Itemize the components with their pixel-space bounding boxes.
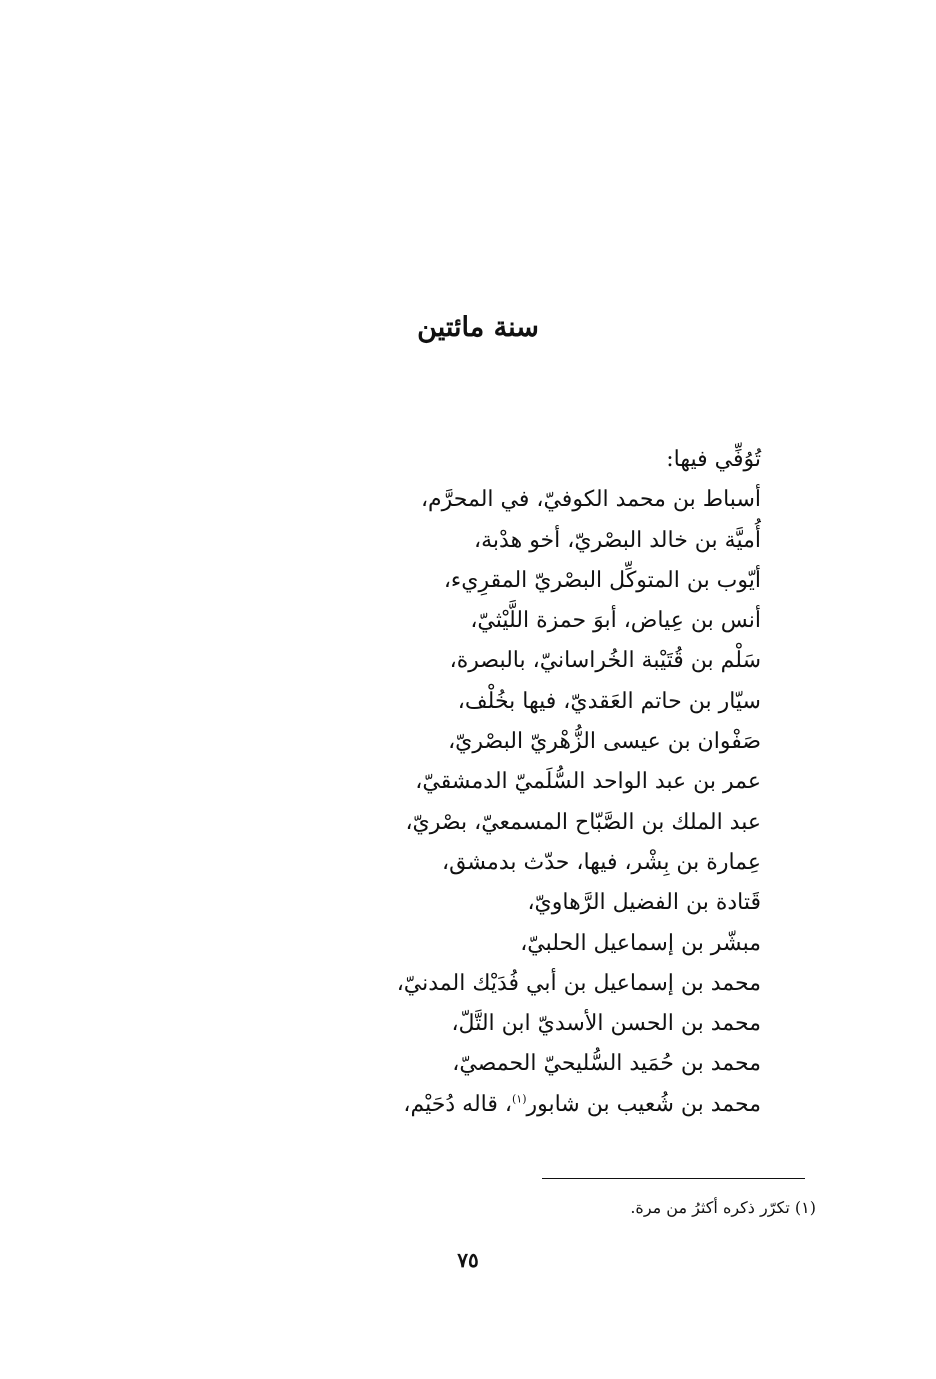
list-item: أُميَّة بن خالد البصْريّ، أخو هدْبة، [474, 527, 761, 553]
list-item-last [301, 1085, 761, 1125]
list-item: محمد بن حُمَيد السُّليحيّ الحمصيّ، [452, 1051, 761, 1077]
list-item: أسباط بن محمد الكوفيّ، في المحرَّم، [420, 487, 761, 513]
list-item: محمد بن إسماعيل بن أبي فُدَيْك المدنيّ، [396, 970, 761, 996]
list-item: قَتادة بن الفضيل الرَّهاويّ، [527, 890, 761, 916]
list-item: مبشّر بن إسماعيل الحلبيّ، [520, 930, 761, 956]
list-item: سيّار بن حاتم العَقديّ، فيها بخُلْف، [457, 688, 761, 714]
section-heading: سنة مائتين [417, 312, 539, 343]
last-entry-tail: ، قاله دُحَيْم، [403, 1091, 512, 1117]
page-number: ٧٥ [457, 1248, 479, 1272]
list-item: عبد الملك بن الصَّبّاح المسمعيّ، بصْريّ، [405, 809, 761, 835]
list-item: عمر بن عبد الواحد السُّلَميّ الدمشقيّ، [415, 769, 761, 795]
footnote-reference[interactable]: (١) [511, 1092, 527, 1106]
list-item: صَفْوان بن عيسى الزُّهْريّ البصْريّ، [448, 729, 761, 755]
list-item: سَلْم بن قُتَيْبة الخُراسانيّ، بالبصرة، [449, 648, 761, 674]
footnote-divider [542, 1178, 805, 1179]
deaths-list [301, 440, 761, 1125]
list-intro: تُوُفِّي فيها: [666, 447, 761, 472]
list-item: عِمارة بن بِشْر، فيها، حدّث بدمشق، [441, 849, 761, 875]
list-item: محمد بن الحسن الأسديّ ابن التَّلّ، [451, 1011, 761, 1037]
list-item: أيّوب بن المتوكِّل البصْريّ المقرِيء، [443, 567, 761, 593]
list-item: أنس بن عِياض، أبوَ حمزة اللَّيْثيّ، [470, 608, 761, 634]
last-entry-text: محمد بن شُعيب بن شابور [526, 1091, 761, 1117]
footnote: (١) تكرّر ذكره أكثرُ من مرة. [630, 1198, 816, 1217]
